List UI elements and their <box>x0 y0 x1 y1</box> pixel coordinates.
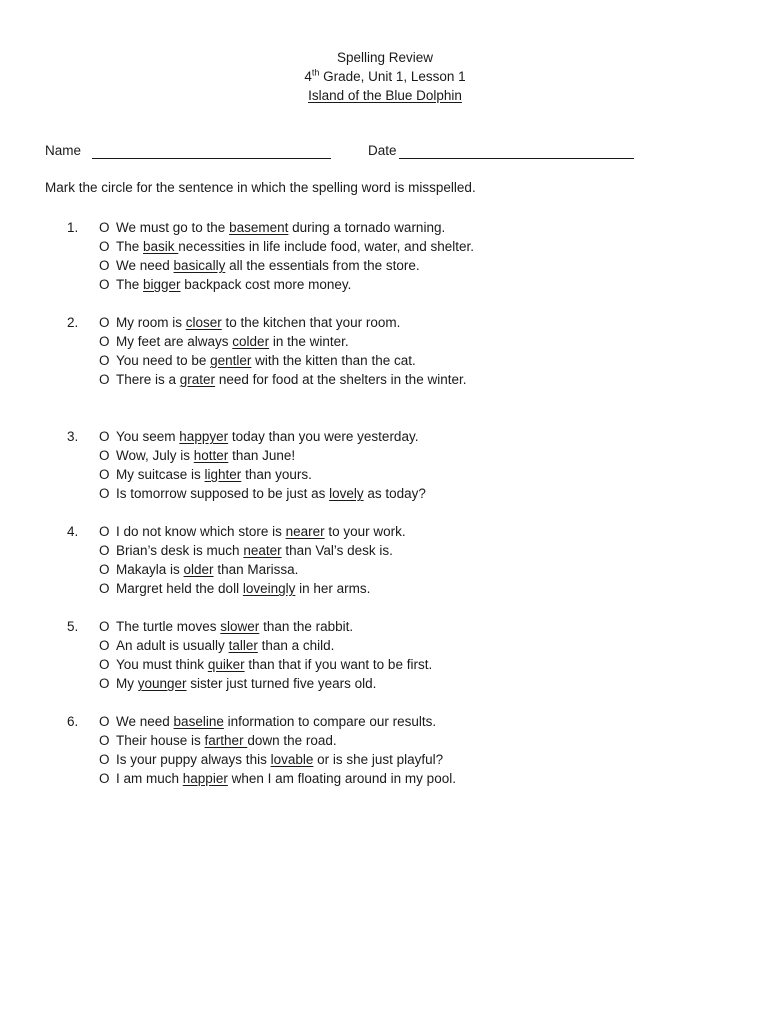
answer-option <box>0 579 770 598</box>
answer-circle[interactable]: O <box>99 239 110 254</box>
spelling-word: slower <box>220 619 260 634</box>
answer-circle[interactable]: O <box>99 562 110 577</box>
answer-option <box>0 351 770 370</box>
spelling-word: closer <box>185 315 222 330</box>
question-4 <box>0 522 770 598</box>
sentence-before: The turtle moves <box>116 619 221 634</box>
answer-circle[interactable]: O <box>99 353 110 368</box>
spelling-word: gentler <box>210 353 252 368</box>
grade-number: 4 <box>304 69 312 84</box>
answer-option <box>0 237 770 256</box>
sentence-before: You need to be <box>116 353 211 368</box>
spelling-word: happyer <box>179 429 229 444</box>
spelling-word: hotter <box>193 448 229 463</box>
spelling-word: nearer <box>285 524 325 539</box>
spelling-word: lighter <box>204 467 242 482</box>
sentence-before: We need <box>116 258 174 273</box>
spelling-word: younger <box>137 676 187 691</box>
option-sentence <box>116 560 298 579</box>
spelling-word: taller <box>228 638 258 653</box>
question-number: 1. <box>67 220 79 235</box>
name-date-row <box>45 143 745 163</box>
option-sentence <box>116 636 334 655</box>
sentence-before: You must think <box>116 657 208 672</box>
option-sentence <box>116 275 351 294</box>
sentence-after: than Marissa. <box>213 562 299 577</box>
answer-circle[interactable]: O <box>99 657 110 672</box>
answer-option <box>0 522 770 541</box>
answer-circle[interactable]: O <box>99 467 110 482</box>
sentence-before: The <box>116 239 144 254</box>
spelling-word: basement <box>229 220 289 235</box>
question-number: 4. <box>67 524 79 539</box>
sentence-before: My <box>116 676 138 691</box>
sentence-after: sister just turned five years old. <box>186 676 377 691</box>
spelling-word: basically <box>173 258 226 273</box>
option-sentence <box>116 313 400 332</box>
date-label: Date <box>368 143 397 158</box>
option-sentence <box>116 446 295 465</box>
sentence-before: We must go to the <box>116 220 230 235</box>
answer-circle[interactable]: O <box>99 752 110 767</box>
answer-option <box>0 484 770 503</box>
spelling-word: colder <box>232 334 270 349</box>
spelling-word: lovely <box>329 486 364 501</box>
answer-circle[interactable]: O <box>99 429 110 444</box>
answer-circle[interactable]: O <box>99 771 110 786</box>
answer-option <box>0 256 770 275</box>
sentence-after: than the rabbit. <box>259 619 354 634</box>
option-sentence <box>116 237 474 256</box>
option-sentence <box>116 427 418 446</box>
spelling-word: bigger <box>143 277 181 292</box>
option-sentence <box>116 617 353 636</box>
answer-option <box>0 427 770 446</box>
question-list <box>0 218 770 807</box>
question-number: 6. <box>67 714 79 729</box>
spelling-word: lovable <box>270 752 314 767</box>
sentence-after: backpack cost more money. <box>180 277 352 292</box>
sentence-before: My feet are always <box>116 334 233 349</box>
sentence-before: My suitcase is <box>116 467 205 482</box>
sentence-after: need for food at the shelters in the winter. <box>215 372 467 387</box>
grade-suffix: th <box>311 67 320 78</box>
sentence-before: An adult is usually <box>116 638 229 653</box>
spelling-word: farther <box>204 733 248 748</box>
answer-circle[interactable]: O <box>99 220 110 235</box>
option-sentence <box>116 712 436 731</box>
answer-option <box>0 674 770 693</box>
option-sentence <box>116 218 445 237</box>
answer-option <box>0 731 770 750</box>
sentence-after: than Val’s desk is. <box>281 543 393 558</box>
answer-circle[interactable]: O <box>99 334 110 349</box>
option-sentence <box>116 674 376 693</box>
option-sentence <box>116 522 406 541</box>
sentence-after: when I am floating around in my pool. <box>227 771 456 786</box>
sentence-after: to your work. <box>324 524 406 539</box>
answer-circle[interactable]: O <box>99 524 110 539</box>
answer-option <box>0 712 770 731</box>
option-sentence <box>116 256 420 275</box>
option-sentence <box>116 655 432 674</box>
answer-circle[interactable]: O <box>99 372 110 387</box>
answer-circle[interactable]: O <box>99 315 110 330</box>
answer-option <box>0 313 770 332</box>
option-sentence <box>116 351 416 370</box>
sentence-after: today than you were yesterday. <box>228 429 419 444</box>
spelling-word: basik <box>143 239 179 254</box>
sentence-after: during a tornado warning. <box>288 220 446 235</box>
sentence-after: or is she just playful? <box>313 752 444 767</box>
sentence-after: than June! <box>228 448 296 463</box>
spelling-word: baseline <box>173 714 224 729</box>
answer-circle[interactable]: O <box>99 619 110 634</box>
answer-option <box>0 655 770 674</box>
sentence-before: The <box>116 277 144 292</box>
sentence-before: Their house is <box>116 733 205 748</box>
spelling-word: grater <box>179 372 216 387</box>
option-sentence <box>116 731 337 750</box>
answer-circle[interactable]: O <box>99 486 110 501</box>
spelling-word: happier <box>182 771 228 786</box>
question-1 <box>0 218 770 294</box>
sentence-after: necessities in life include food, water, and shelter. <box>178 239 474 254</box>
answer-circle[interactable]: O <box>99 258 110 273</box>
sentence-before: I am much <box>116 771 183 786</box>
sentence-before: Is tomorrow supposed to be just as <box>116 486 330 501</box>
sentence-before: My room is <box>116 315 186 330</box>
answer-circle[interactable]: O <box>99 581 110 596</box>
sentence-before: There is a <box>116 372 180 387</box>
answer-option <box>0 750 770 769</box>
sentence-before: Makayla is <box>116 562 184 577</box>
sentence-before: You seem <box>116 429 180 444</box>
answer-option <box>0 275 770 294</box>
sentence-before: We need <box>116 714 174 729</box>
sentence-before: Wow, July is <box>116 448 194 463</box>
grade-lesson-line <box>0 67 770 86</box>
sentence-before: Margret held the doll <box>116 581 243 596</box>
sentence-after: down the road. <box>247 733 337 748</box>
answer-circle[interactable]: O <box>99 714 110 729</box>
question-6 <box>0 712 770 788</box>
sentence-before: Is your puppy always this <box>116 752 271 767</box>
answer-option <box>0 332 770 351</box>
answer-option <box>0 636 770 655</box>
option-sentence <box>116 465 312 484</box>
answer-circle[interactable]: O <box>99 733 110 748</box>
date-blank-line[interactable] <box>399 158 634 159</box>
sentence-before: Brian’s desk is much <box>116 543 244 558</box>
sentence-after: as today? <box>363 486 426 501</box>
option-sentence <box>116 332 349 351</box>
grade-rest: Grade, Unit 1, Lesson 1 <box>319 69 466 84</box>
option-sentence <box>116 370 466 389</box>
sentence-after: in her arms. <box>295 581 371 596</box>
question-3 <box>0 427 770 503</box>
answer-option <box>0 218 770 237</box>
spelling-word: neater <box>243 543 282 558</box>
answer-circle[interactable]: O <box>99 543 110 558</box>
sentence-after: than a child. <box>257 638 335 653</box>
name-label: Name <box>45 143 82 158</box>
sentence-before: I do not know which store is <box>116 524 286 539</box>
option-sentence <box>116 484 426 503</box>
sentence-after: than that if you want to be first. <box>244 657 433 672</box>
story-title: Island of the Blue Dolphin <box>308 88 462 103</box>
answer-option <box>0 541 770 560</box>
sentence-after: information to compare our results. <box>223 714 437 729</box>
spelling-word: quiker <box>207 657 245 672</box>
question-number: 2. <box>67 315 79 330</box>
answer-option <box>0 769 770 788</box>
name-blank-line[interactable] <box>92 158 331 159</box>
sentence-after: all the essentials from the store. <box>225 258 420 273</box>
answer-circle[interactable]: O <box>99 638 110 653</box>
question-5 <box>0 617 770 693</box>
question-2 <box>0 313 770 389</box>
answer-option <box>0 446 770 465</box>
spelling-word: older <box>183 562 214 577</box>
option-sentence <box>116 541 393 560</box>
sentence-after: to the kitchen that your room. <box>221 315 401 330</box>
sentence-after: with the kitten than the cat. <box>251 353 416 368</box>
question-number: 5. <box>67 619 79 634</box>
answer-circle[interactable]: O <box>99 448 110 463</box>
worksheet-title: Spelling Review <box>336 50 434 65</box>
answer-option <box>0 465 770 484</box>
sentence-after: than yours. <box>241 467 312 482</box>
answer-option <box>0 370 770 389</box>
spelling-word: loveingly <box>242 581 296 596</box>
question-number: 3. <box>67 429 79 444</box>
sentence-after: in the winter. <box>269 334 349 349</box>
answer-circle[interactable]: O <box>99 277 110 292</box>
option-sentence <box>116 579 370 598</box>
answer-option <box>0 560 770 579</box>
option-sentence <box>116 769 456 788</box>
answer-circle[interactable]: O <box>99 676 110 691</box>
answer-option <box>0 617 770 636</box>
option-sentence <box>116 750 443 769</box>
instructions: Mark the circle for the sentence in which the spelling word is misspelled. <box>45 180 476 195</box>
worksheet-header <box>0 48 770 105</box>
